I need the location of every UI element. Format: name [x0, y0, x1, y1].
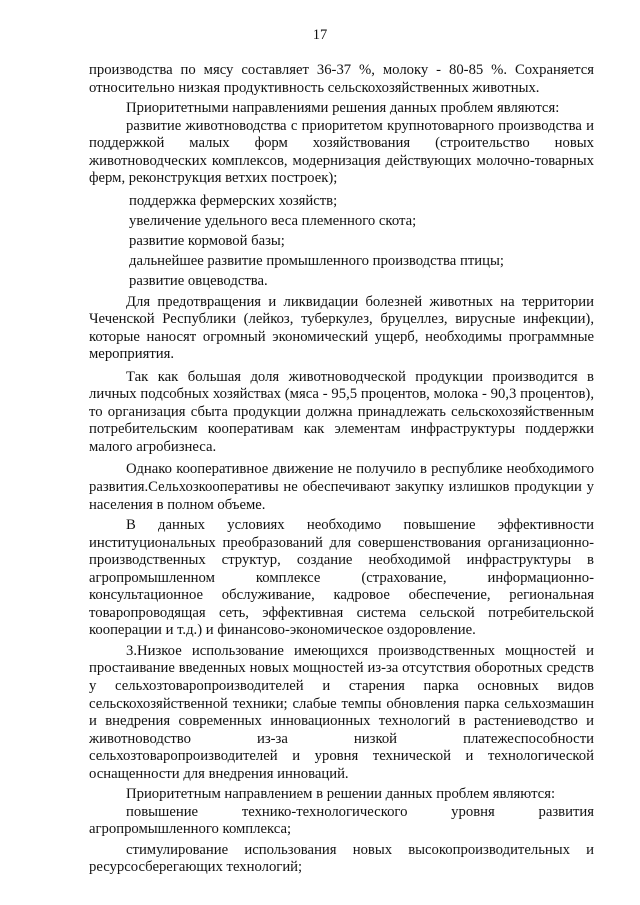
- page-number: 17: [312, 27, 328, 43]
- list-item-feed-base: развитие кормовой базы;: [129, 233, 285, 250]
- list-item-breeding-stock: увеличение удельного веса племенного скота;: [129, 213, 417, 230]
- paragraph-animal-diseases: Для предотвращения и ликвидации болезней животных на территории Чеченской Республики (лейкоз, туберкулез, бруцеллез, вирусные инфекции), которые наносят огромный экономический ущерб, необходимы программные мероприятия.: [89, 293, 594, 363]
- priority-list: [89, 191, 594, 291]
- list-item-poultry: дальнейшее развитие промышленного производства птицы;: [129, 253, 504, 270]
- paragraph-low-capacity-use: 3.Низкое использование имеющихся производственных мощностей и простаивание введенных новых мощностей из-за отсутствия оборотных средств у сельхозтоваропроизводителей и старения парка основных видов сельскохозяйственной техники; слабые темпы обновления парка сельхозмашин и внедрения современных инновационных технологий в растениеводство и животноводство из-за низкой платежеспособности сельхозтоваропроизводителей и уровня технической и технологической оснащенности для внедрения инноваций.: [89, 642, 594, 782]
- list-item-sheep-breeding: развитие овцеводства.: [129, 272, 268, 289]
- paragraph-priority-directions-intro: Приоритетными направлениями решения данных проблем являются:: [126, 100, 560, 117]
- document-body: [89, 62, 594, 877]
- paragraph-production-share: производства по мясу составляет 36-37 %, молоку - 80-85 %. Сохраняется относительно низкая продуктивность сельскохозяйственных животных.: [89, 62, 594, 96]
- paragraph-livestock-development: развитие животноводства с приоритетом крупнотоварного производства и поддержкой малых форм хозяйствования (строительство новых животноводческих комплексов, модернизация действующих молочно-товарных ферм, реконструкция ветхих построек);: [89, 117, 594, 187]
- paragraph-resource-saving-tech: стимулирование использования новых высокопроизводительных и ресурсосберегающих технологий;: [89, 841, 594, 876]
- paragraph-cooperative-movement: Однако кооперативное движение не получило в республике необходимого развития.Сельхозкооперативы не обеспечивают закупку излишков продукции у населения в полном объеме.: [89, 461, 594, 513]
- list-item-farm-support: поддержка фермерских хозяйств;: [129, 193, 338, 210]
- paragraph-priority-direction-intro-2: Приоритетным направлением в решении данных проблем являются:: [126, 786, 556, 803]
- paragraph-technology-level: повышение технико-технологического уровня развития агропромышленного комплекса;: [89, 803, 594, 838]
- paragraph-institutional-reforms: В данных условиях необходимо повышение эффективности институциональных преобразований для совершенствования организационно-производственных структур, создание необходимой инфраструктуры в агропромышленном комплексе (страхование, информационно-консультационное обслуживание, кадровое обеспечение, региональная товаропроводящая сеть, эффективная система сельской потребительской кооперации и т.д.) и финансово-экономическое оздоровление.: [89, 517, 594, 639]
- paragraph-private-farms-share: Так как большая доля животноводческой продукции производится в личных подсобных хозяйствах (мяса - 95,5 процентов, молока - 90,3 процентов), то организация сбыта продукции должна принадлежать сельскохозяйственным потребительским кооперативам как элементам инфраструктуры поддержки малого агробизнеса.: [89, 368, 594, 455]
